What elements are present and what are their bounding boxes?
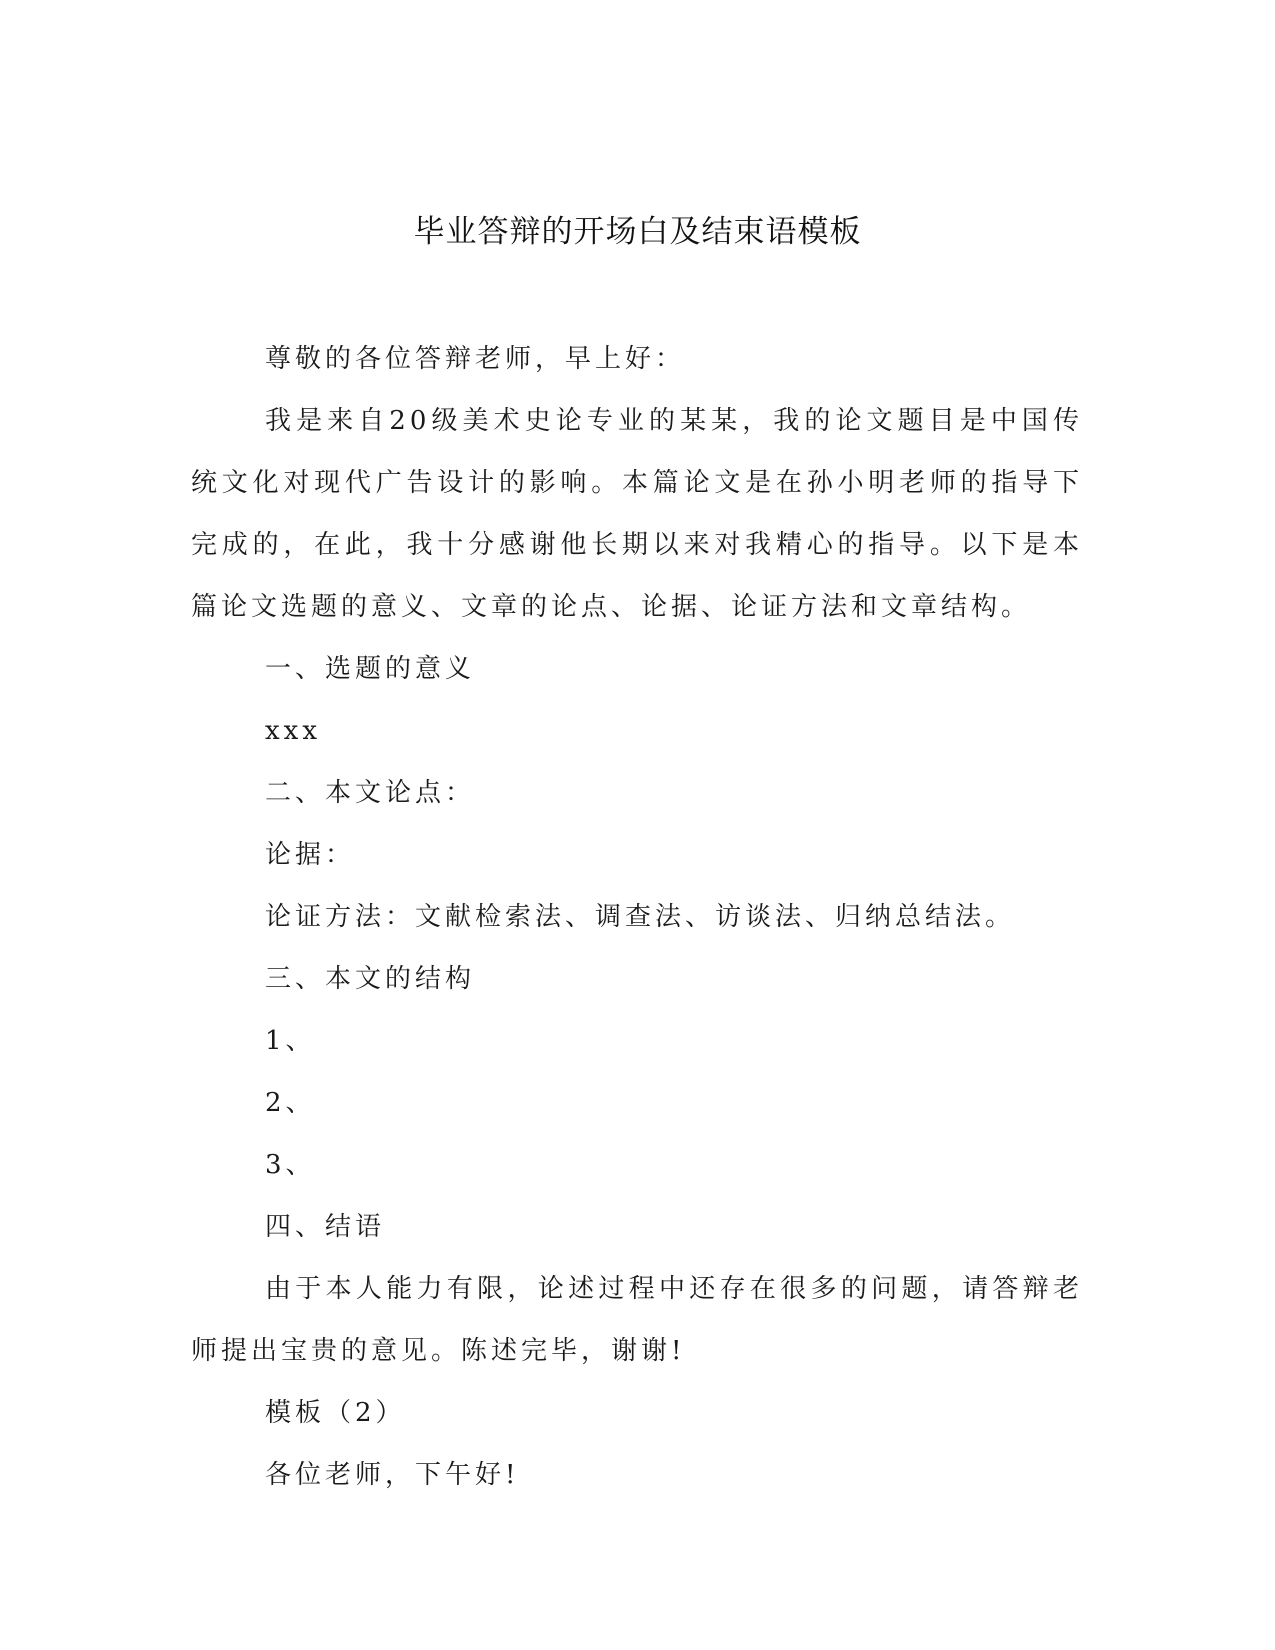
template-2-heading: 模板（2） xyxy=(265,1398,406,1428)
section-heading-significance: 一、选题的意义 xyxy=(265,654,476,684)
conclusion-paragraph: 由于本人能力有限，论述过程中还存在很多的问题，请答辩老师提出宝贵的意见。陈述完毕，谢谢! xyxy=(191,1274,1083,1366)
placeholder-paragraph: xxx xyxy=(265,716,321,746)
section-heading-structure: 三、本文的结构 xyxy=(265,964,476,994)
structure-item-1: 1、 xyxy=(265,1026,316,1056)
section-heading-conclusion: 四、结语 xyxy=(265,1212,386,1242)
structure-item-3: 3、 xyxy=(265,1150,316,1180)
evidence-line: 论据： xyxy=(265,840,356,870)
section-heading-arguments: 二、本文论点： xyxy=(265,778,476,808)
template-2-greeting: 各位老师，下午好! xyxy=(265,1460,520,1490)
introduction-paragraph: 我是来自20级美术史论专业的某某，我的论文题目是中国传统文化对现代广告设计的影响。本篇论文是在孙小明老师的指导下完成的，在此，我十分感谢他长期以来对我精心的指导。以下是本篇论文选题的意义、文章的论点、论据、论证方法和文章结构。 xyxy=(191,406,1083,622)
greeting-paragraph: 尊敬的各位答辩老师，早上好： xyxy=(265,344,686,374)
document-body xyxy=(191,328,1083,1506)
structure-item-2: 2、 xyxy=(265,1088,316,1118)
methods-line: 论证方法：文献检索法、调查法、访谈法、归纳总结法。 xyxy=(265,902,1016,932)
document-title: 毕业答辩的开场白及结束语模板 xyxy=(413,214,862,250)
